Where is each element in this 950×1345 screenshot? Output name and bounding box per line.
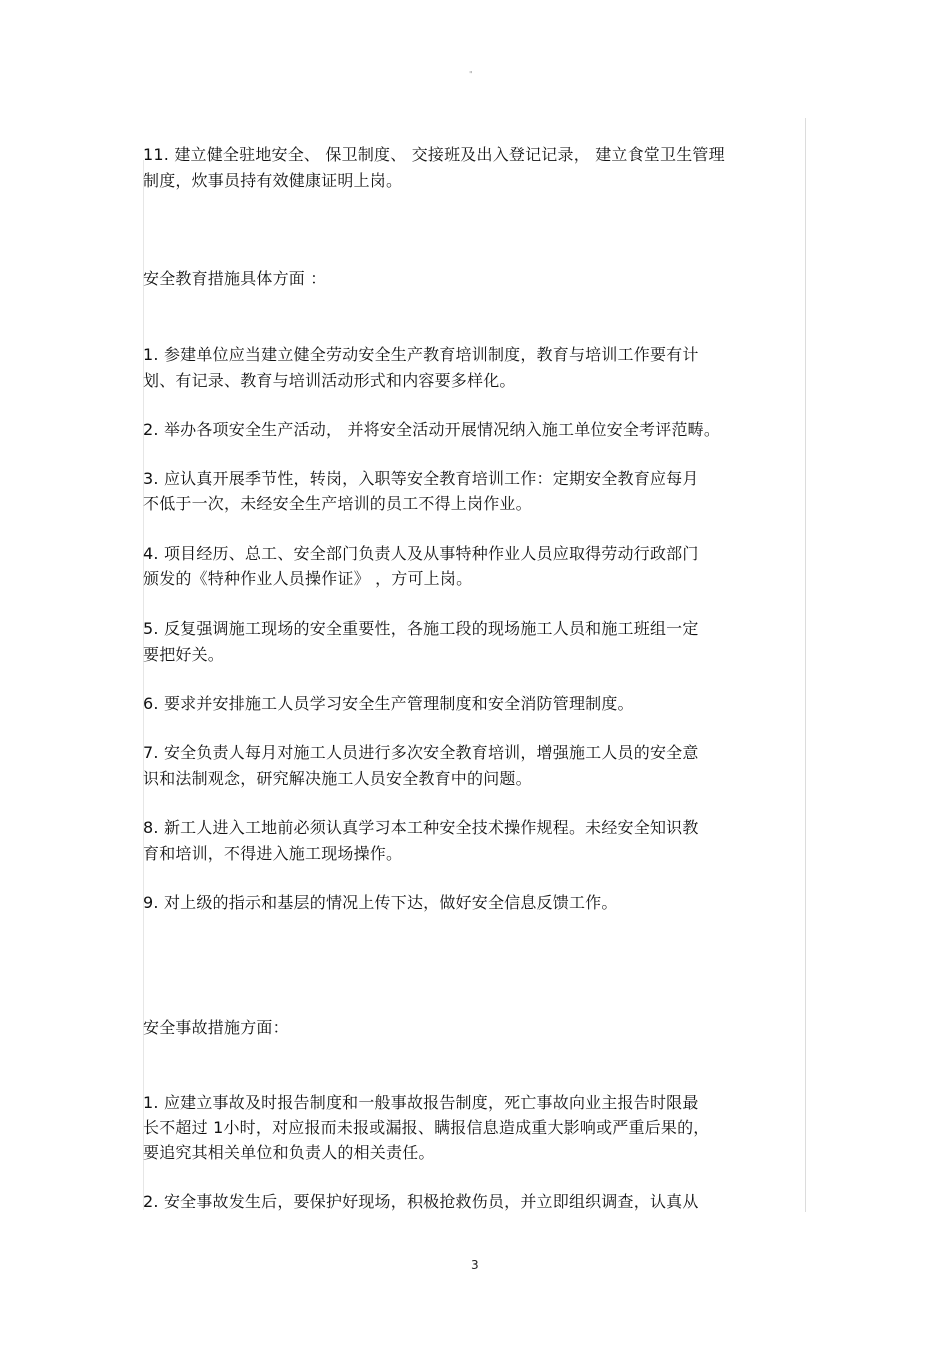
education-item-1-line-1: 1. 参建单位应当建立健全劳动安全生产教育培训制度，教育与培训工作要有计 [143,345,699,364]
accident-item-2-line-1: 2. 安全事故发生后，要保护好现场，积极抢救伤员，并立即组织调查，认真从 [143,1192,699,1211]
education-item-6-line-1: 6. 要求并安排施工人员学习安全生产管理制度和安全消防管理制度。 [143,694,634,713]
education-item-5-line-2: 要把好关。 [143,645,225,664]
item-11-line-1: 11. 建立健全驻地安全、 保卫制度、 交接班及出入登记记录， 建立食堂卫生管理 [143,145,725,164]
page-number: 3 [471,1258,479,1272]
education-item-9-line-1: 9. 对上级的指示和基层的情况上传下达，做好安全信息反馈工作。 [143,893,618,912]
education-item-5-line-1: 5. 反复强调施工现场的安全重要性，各施工段的现场施工人员和施工班组一定 [143,619,699,638]
accident-item-1-line-3: 要追究其相关单位和负责人的相关责任。 [143,1143,435,1162]
right-border-line [805,118,806,1212]
header-mark: " [469,70,473,79]
education-heading: 安全教育措施具体方面 ： [143,269,327,288]
education-item-7-line-2: 识和法制观念，研究解决施工人员安全教育中的问题。 [143,769,532,788]
education-item-4-line-1: 4. 项目经历、总工、安全部门负责人及从事特种作业人员应取得劳动行政部门 [143,544,699,563]
accident-heading: 安全事故措施方面： [143,1018,289,1037]
accident-item-1-line-1: 1. 应建立事故及时报告制度和一般事故报告制度，死亡事故向业主报告时限最 [143,1093,699,1112]
education-item-3-line-1: 3. 应认真开展季节性，转岗，入职等安全教育培训工作：定期安全教育应每月 [143,469,699,488]
education-item-3-line-2: 不低于一次，未经安全生产培训的员工不得上岗作业。 [143,494,532,513]
education-item-4-line-2: 颁发的《特种作业人员操作证》 ，方可上岗。 [143,569,473,588]
left-border-line [143,160,144,1210]
education-item-8-line-2: 育和培训，不得进入施工现场操作。 [143,844,403,863]
education-item-8-line-1: 8. 新工人进入工地前必须认真学习本工种安全技术操作规程。未经安全知识教 [143,818,699,837]
education-item-7-line-1: 7. 安全负责人每月对施工人员进行多次安全教育培训，增强施工人员的安全意 [143,743,699,762]
item-11-line-2: 制度，炊事员持有效健康证明上岗。 [143,171,403,190]
education-item-1-line-2: 划、有记录、教育与培训活动形式和内容要多样化。 [143,371,516,390]
education-item-2-line-1: 2. 举办各项安全生产活动， 并将安全活动开展情况纳入施工单位安全考评范畴。 [143,420,721,439]
accident-item-1-line-2: 长不超过 1小时，对应报而未报或漏报、瞒报信息造成重大影响或严重后果的， [143,1118,710,1137]
